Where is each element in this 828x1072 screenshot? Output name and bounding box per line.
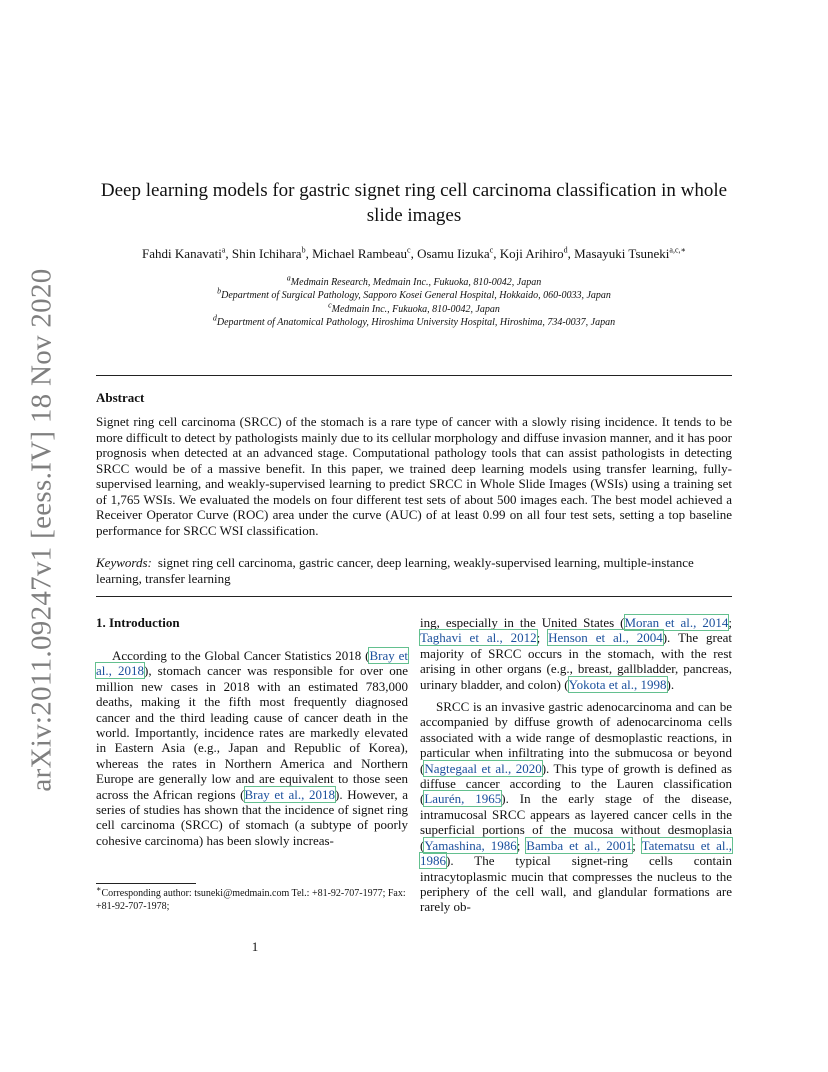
abstract-heading: Abstract xyxy=(96,390,145,405)
bottom-divider xyxy=(96,596,732,597)
citation-link[interactable]: Taghavi et al., 2012 xyxy=(420,630,537,646)
author-affiliation-mark: d xyxy=(563,245,568,255)
author-name: Masayuki Tsuneki xyxy=(574,246,670,261)
keywords xyxy=(96,555,732,586)
citation-link[interactable]: Yokota et al., 1998 xyxy=(568,676,667,692)
citation-link[interactable]: Moran et al., 2014 xyxy=(624,615,729,630)
affiliation-mark: d xyxy=(212,313,217,323)
author-list: Fahdi Kanavati$^a$, Shin Ichihara$^b$, Michael Rambeau$^c$, Osamu Iizuka$^c$, Koji Arihiro$^d$, Masayuki Tsuneki$^{a,c,∗}$ xyxy=(142,245,686,261)
author-affiliation-mark: c xyxy=(489,245,494,255)
author-affiliation-mark: a xyxy=(221,245,226,255)
top-divider xyxy=(96,375,732,376)
author-name: Michael Rambeau xyxy=(312,246,408,261)
affiliation-line xyxy=(96,273,732,289)
author-name: Osamu Iizuka xyxy=(417,246,490,261)
arxiv-sidebar xyxy=(22,268,62,792)
arxiv-identifier: arXiv:2011.09247v1 [eess.IV] 18 Nov 2020 xyxy=(25,268,58,792)
citation-link[interactable]: Bray et al., 2018 xyxy=(244,786,335,802)
page-number: 1 xyxy=(251,939,259,954)
affiliation-mark: a xyxy=(286,273,291,283)
citation-link[interactable]: Tatematsu et al., 1986 xyxy=(420,837,732,869)
affiliation-mark: c xyxy=(328,300,332,310)
left-column xyxy=(96,648,408,848)
affiliation-line xyxy=(96,289,732,302)
body-paragraph: According to the Global Cancer Statistics 2018 (Bray et al., 2018), stomach cancer was responsible for over one million new cases in 2018 with an estimated 783,000 deaths, making it the fifth most frequently diagnosed cancer and the third leading cause of cancer death in the world. Importantly, incidence rates are markedly elevated in Eastern Asia (e.g., Japan and Republic of Korea), whereas the rates in Northern America and Northern Europe are generally low and are equivalent to those seen across the African regions (Bray et al., 2018). However, a series of studies has shown that the incidence of signet ring cell carcinoma (SRCC) of stomach (a subtype of poorly cohesive carcinoma) has been slowly increas- xyxy=(96,648,408,848)
abstract-text: Signet ring cell carcinoma (SRCC) of the stomach is a rare type of cancer with a slowly rising incidence. It tends to be more difficult to detect by pathologists mainly due to its cellular morphology and diffuse invasion manner, and it has poor prognosis when detected at an advanced stage. Computational pathology tools that can assist pathologists in detecting SRCC would be of a massive benefit. In this paper, we trained deep learning models using transfer learning, fully-supervised learning, and weakly-supervised learning to predict SRCC in Whole Slide Images (WSIs) using a training set of 1,765 WSIs. We evaluated the models on four different test sets of about 500 images each. The best model achieved a Receiver Operator Curve (ROC) area under the curve (AUC) of at least 0.99 on all four test sets, setting a top baseline performance for SRCC WSI classification. xyxy=(96,414,732,538)
author-affiliation-mark: c xyxy=(407,245,411,255)
right-column xyxy=(420,615,732,915)
citation-link[interactable]: Laurén, 1965 xyxy=(424,791,502,807)
affiliation-text: Department of Surgical Pathology, Sapporo Kosei General Hospital, Hokkaido, 060-0033, Japan xyxy=(221,290,611,302)
author-name: Fahdi Kanavati xyxy=(142,246,222,261)
section-heading-introduction: 1. Introduction xyxy=(96,615,180,630)
affiliation-mark: b xyxy=(217,287,222,297)
footnote-rule xyxy=(96,883,196,884)
affiliation-text: Medmain Research, Medmain Inc., Fukuoka, 810-0042, Japan xyxy=(290,277,542,288)
author-affiliation-mark: b xyxy=(301,245,306,255)
footnote xyxy=(96,884,408,913)
author-affiliation-mark: a,c,∗ xyxy=(669,245,686,255)
footnote-text: Corresponding author: tsuneki@medmain.com Tel.: +81-92-707-1977; Fax: +81-92-707-1978; xyxy=(96,888,406,912)
author-name: Koji Arihiro xyxy=(499,246,564,261)
body-paragraph: SRCC is an invasive gastric adenocarcinoma and can be accompanied by diffuse growth of adenocarcinoma cells associated with a wide range of desmoplastic reactions, in particular when infiltrating into the submucosa or beyond (Nagtegaal et al., 2020). This type of growth is defined as diffuse cancer according to the Lauren classification (Laurén, 1965). In the early stage of the disease, intramucosal SRCC appears as layered cancer cells in the superficial portions of the mucosa without desmoplasia (Yamashina, 1986; Bamba et al., 2001; Tatematsu et al., 1986). The typical signet-ring cells contain intracytoplasmic mucin that compresses the nucleus to the periphery of the cell wall, and glandular formations are rarely ob- xyxy=(420,699,733,915)
footnote-mark: ∗ xyxy=(96,884,102,894)
keywords-label: Keywords: xyxy=(96,555,152,570)
affiliation-text: Department of Anatomical Pathology, Hiroshima University Hospital, Hiroshima, 734-0037, Japan xyxy=(216,317,616,329)
paper-title: Deep learning models for gastric signet ring cell carcinoma classification in whole slide images xyxy=(100,180,728,226)
affiliation-list xyxy=(96,273,732,330)
citation-link[interactable]: Yamashina, 1986 xyxy=(424,837,517,853)
citation-link[interactable]: Nagtegaal et al., 2020 xyxy=(424,760,542,776)
keywords-text: signet ring cell carcinoma, gastric cancer, deep learning, weakly-supervised learning, multiple-instance learning, transfer learning xyxy=(96,555,694,586)
body-paragraph: ing, especially in the United States (Moran et al., 2014; Taghavi et al., 2012; Henson et al., 2004). The great majority of SRCC occurs in the stomach, with the rest arising in other organs (e.g., breast, gallbladder, pancreas, urinary bladder, and colon) (Yokota et al., 1998). xyxy=(420,615,733,692)
citation-link[interactable]: Bray et al., 2018 xyxy=(96,648,408,679)
author-name: Shin Ichihara xyxy=(231,246,302,261)
affiliation-line xyxy=(96,313,732,329)
citation-link[interactable]: Bamba et al., 2001 xyxy=(526,837,633,853)
citation-link[interactable]: Henson et al., 2004 xyxy=(548,630,663,646)
affiliation-text: Medmain Inc., Fukuoka, 810-0042, Japan xyxy=(331,303,500,315)
affiliation-line xyxy=(96,300,732,316)
